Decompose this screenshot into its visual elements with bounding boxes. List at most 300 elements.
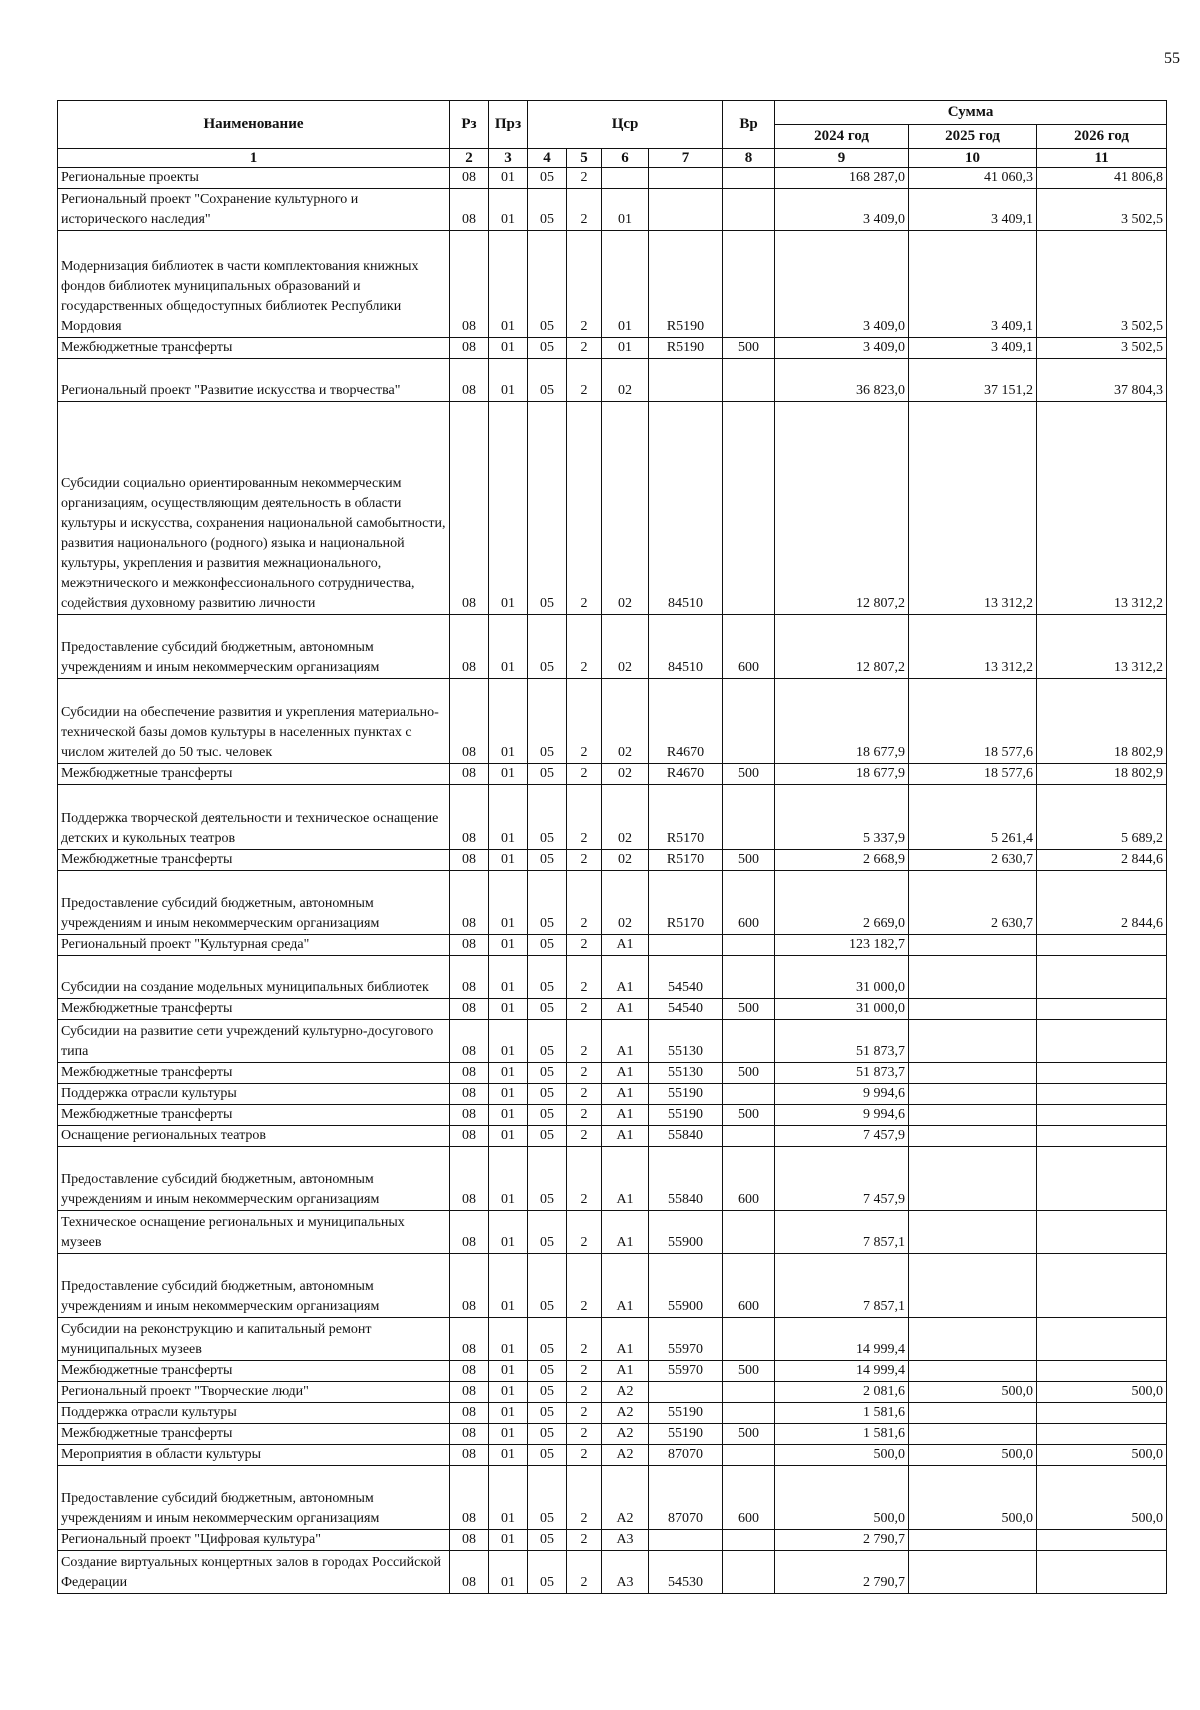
table-row: [58, 1147, 1167, 1211]
row-csr2-cell: 2: [567, 1063, 602, 1084]
row-sum-2026-cell: [1037, 1105, 1167, 1126]
row-sum-2024-cell: 2 790,7: [775, 1551, 909, 1594]
row-sum-2025-cell: 13 312,2: [909, 402, 1037, 615]
row-name-cell: Предоставление субсидий бюджетным, автономным учреждениям и иным некоммерческим организациям: [58, 615, 450, 679]
row-name-cell: Субсидии на обеспечение развития и укрепления материально-технической базы домов культуры в населенных пунктах с числом жителей до 50 тыс. человек: [58, 679, 450, 764]
row-csr4-cell: 55900: [649, 1254, 723, 1318]
row-prz-cell: 01: [489, 1211, 528, 1254]
row-name-cell: Субсидии на создание модельных муниципальных библиотек: [58, 956, 450, 999]
row-sum-2026-cell: [1037, 1551, 1167, 1594]
row-prz-cell: 01: [489, 359, 528, 402]
table-row: [58, 1445, 1167, 1466]
row-name-cell: Техническое оснащение региональных и муниципальных музеев: [58, 1211, 450, 1254]
row-vr-cell: 600: [723, 1254, 775, 1318]
row-prz-cell: 01: [489, 1445, 528, 1466]
row-csr1-cell: 05: [528, 1105, 567, 1126]
row-sum-2024-cell: 3 409,0: [775, 231, 909, 338]
table-row: [58, 956, 1167, 999]
row-csr1-cell: 05: [528, 999, 567, 1020]
row-sum-2024-cell: 7 457,9: [775, 1126, 909, 1147]
table-row: [58, 1382, 1167, 1403]
row-csr1-cell: 05: [528, 338, 567, 359]
header-sum: Сумма: [775, 101, 1167, 125]
row-rz-cell: 08: [450, 999, 489, 1020]
row-name-cell: Поддержка отрасли культуры: [58, 1403, 450, 1424]
row-sum-2026-cell: [1037, 1530, 1167, 1551]
row-sum-2024-cell: 3 409,0: [775, 189, 909, 231]
row-sum-2024-cell: 7 857,1: [775, 1254, 909, 1318]
row-name-cell: Региональный проект "Сохранение культурного и исторического наследия": [58, 189, 450, 231]
row-name-cell: Региональные проекты: [58, 168, 450, 189]
row-csr4-cell: R5190: [649, 231, 723, 338]
row-prz-cell: 01: [489, 1318, 528, 1361]
row-sum-2026-cell: 3 502,5: [1037, 189, 1167, 231]
row-csr1-cell: 05: [528, 359, 567, 402]
row-name-cell: Региональный проект "Цифровая культура": [58, 1530, 450, 1551]
column-index-cell: 4: [528, 149, 567, 168]
row-csr1-cell: 05: [528, 1466, 567, 1530]
header-year-2024: 2024 год: [775, 125, 909, 149]
column-index-cell: 3: [489, 149, 528, 168]
row-csr4-cell: R5170: [649, 871, 723, 935]
row-sum-2024-cell: 3 409,0: [775, 338, 909, 359]
row-csr2-cell: 2: [567, 1147, 602, 1211]
row-prz-cell: 01: [489, 615, 528, 679]
row-vr-cell: [723, 1382, 775, 1403]
row-csr1-cell: 05: [528, 1361, 567, 1382]
row-sum-2024-cell: 51 873,7: [775, 1063, 909, 1084]
row-csr1-cell: 05: [528, 1424, 567, 1445]
row-name-cell: Региональный проект "Развитие искусства и творчества": [58, 359, 450, 402]
row-vr-cell: [723, 679, 775, 764]
row-rz-cell: 08: [450, 1084, 489, 1105]
row-rz-cell: 08: [450, 1020, 489, 1063]
row-prz-cell: 01: [489, 231, 528, 338]
row-sum-2026-cell: 3 502,5: [1037, 231, 1167, 338]
row-vr-cell: [723, 1551, 775, 1594]
header-vr: Вр: [723, 101, 775, 149]
row-csr1-cell: 05: [528, 871, 567, 935]
table-body: [58, 168, 1167, 1594]
table-row: [58, 168, 1167, 189]
row-csr2-cell: 2: [567, 1551, 602, 1594]
row-sum-2024-cell: 2 081,6: [775, 1382, 909, 1403]
row-csr3-cell: A3: [602, 1551, 649, 1594]
row-sum-2024-cell: 2 790,7: [775, 1530, 909, 1551]
row-sum-2026-cell: 2 844,6: [1037, 871, 1167, 935]
row-csr3-cell: A1: [602, 956, 649, 999]
row-csr4-cell: [649, 1382, 723, 1403]
table-row: [58, 1020, 1167, 1063]
row-csr2-cell: 2: [567, 1382, 602, 1403]
row-rz-cell: 08: [450, 1382, 489, 1403]
row-csr2-cell: 2: [567, 1361, 602, 1382]
row-rz-cell: 08: [450, 785, 489, 850]
row-csr3-cell: 02: [602, 402, 649, 615]
row-sum-2026-cell: 3 502,5: [1037, 338, 1167, 359]
row-csr3-cell: A2: [602, 1382, 649, 1403]
row-csr1-cell: 05: [528, 1126, 567, 1147]
row-prz-cell: 01: [489, 679, 528, 764]
row-rz-cell: 08: [450, 1466, 489, 1530]
row-csr3-cell: A2: [602, 1424, 649, 1445]
row-sum-2026-cell: 18 802,9: [1037, 679, 1167, 764]
table-row: [58, 402, 1167, 615]
row-csr2-cell: 2: [567, 615, 602, 679]
row-vr-cell: 500: [723, 1105, 775, 1126]
row-csr1-cell: 05: [528, 1382, 567, 1403]
row-csr3-cell: A3: [602, 1530, 649, 1551]
row-csr1-cell: 05: [528, 1551, 567, 1594]
row-prz-cell: 01: [489, 1424, 528, 1445]
row-sum-2024-cell: 12 807,2: [775, 615, 909, 679]
row-csr4-cell: 55130: [649, 1063, 723, 1084]
row-csr2-cell: 2: [567, 1126, 602, 1147]
row-csr2-cell: 2: [567, 1254, 602, 1318]
row-csr2-cell: 2: [567, 956, 602, 999]
row-csr1-cell: 05: [528, 189, 567, 231]
row-rz-cell: 08: [450, 231, 489, 338]
table-row: [58, 1211, 1167, 1254]
row-csr1-cell: 05: [528, 231, 567, 338]
row-sum-2025-cell: 5 261,4: [909, 785, 1037, 850]
row-sum-2026-cell: [1037, 1126, 1167, 1147]
row-sum-2026-cell: [1037, 1020, 1167, 1063]
row-sum-2026-cell: [1037, 1084, 1167, 1105]
row-csr3-cell: A1: [602, 1318, 649, 1361]
row-name-cell: Модернизация библиотек в части комплектования книжных фондов библиотек муниципальных образований и государственных общедоступных библиотек Республики Мордовия: [58, 231, 450, 338]
table-row: [58, 231, 1167, 338]
row-sum-2026-cell: 41 806,8: [1037, 168, 1167, 189]
row-csr4-cell: R5170: [649, 785, 723, 850]
header-csr: Цср: [528, 101, 723, 149]
row-csr1-cell: 05: [528, 1318, 567, 1361]
budget-table: [57, 100, 1167, 1594]
row-sum-2026-cell: 500,0: [1037, 1466, 1167, 1530]
row-prz-cell: 01: [489, 1105, 528, 1126]
row-csr3-cell: 02: [602, 359, 649, 402]
row-vr-cell: [723, 231, 775, 338]
row-vr-cell: [723, 1318, 775, 1361]
row-prz-cell: 01: [489, 1403, 528, 1424]
row-csr1-cell: 05: [528, 764, 567, 785]
row-sum-2025-cell: 500,0: [909, 1382, 1037, 1403]
row-csr4-cell: R4670: [649, 679, 723, 764]
row-sum-2025-cell: [909, 1020, 1037, 1063]
row-csr3-cell: A1: [602, 1105, 649, 1126]
row-rz-cell: 08: [450, 679, 489, 764]
row-sum-2024-cell: 2 668,9: [775, 850, 909, 871]
row-vr-cell: [723, 1445, 775, 1466]
row-sum-2025-cell: 3 409,1: [909, 231, 1037, 338]
row-csr2-cell: 2: [567, 679, 602, 764]
row-csr2-cell: 2: [567, 871, 602, 935]
row-csr2-cell: 2: [567, 935, 602, 956]
row-sum-2026-cell: 37 804,3: [1037, 359, 1167, 402]
row-prz-cell: 01: [489, 785, 528, 850]
column-index-cell: 1: [58, 149, 450, 168]
row-sum-2024-cell: 1 581,6: [775, 1403, 909, 1424]
row-sum-2025-cell: 2 630,7: [909, 850, 1037, 871]
table-row: [58, 850, 1167, 871]
row-sum-2024-cell: 36 823,0: [775, 359, 909, 402]
row-csr1-cell: 05: [528, 956, 567, 999]
table-row: [58, 1361, 1167, 1382]
row-csr2-cell: 2: [567, 338, 602, 359]
row-sum-2026-cell: 500,0: [1037, 1445, 1167, 1466]
table-row: [58, 1254, 1167, 1318]
row-csr3-cell: A2: [602, 1445, 649, 1466]
row-rz-cell: 08: [450, 850, 489, 871]
row-rz-cell: 08: [450, 1105, 489, 1126]
row-prz-cell: 01: [489, 338, 528, 359]
table-row: [58, 1403, 1167, 1424]
table-row: [58, 1551, 1167, 1594]
row-sum-2025-cell: [909, 1361, 1037, 1382]
table-row: [58, 1318, 1167, 1361]
row-csr4-cell: 55840: [649, 1147, 723, 1211]
table-row: [58, 679, 1167, 764]
row-csr3-cell: 01: [602, 189, 649, 231]
row-csr3-cell: A1: [602, 1063, 649, 1084]
row-sum-2025-cell: 2 630,7: [909, 871, 1037, 935]
row-sum-2024-cell: 7 457,9: [775, 1147, 909, 1211]
row-csr2-cell: 2: [567, 1530, 602, 1551]
row-sum-2025-cell: [909, 1424, 1037, 1445]
row-name-cell: Субсидии на развитие сети учреждений культурно-досугового типа: [58, 1020, 450, 1063]
row-csr4-cell: 55190: [649, 1105, 723, 1126]
row-rz-cell: 08: [450, 338, 489, 359]
row-name-cell: Субсидии социально ориентированным некоммерческим организациям, осуществляющим деятельность в области культуры и искусства, сохранения национальной самобытности, развития национального (родного) языка и национальной культуры, укрепления и развития межнационального, межэтнического и межконфессионального сотрудничества, содействия духовному развитию личности: [58, 402, 450, 615]
row-rz-cell: 08: [450, 615, 489, 679]
row-sum-2024-cell: 14 999,4: [775, 1318, 909, 1361]
row-vr-cell: [723, 785, 775, 850]
row-sum-2024-cell: 18 677,9: [775, 679, 909, 764]
row-rz-cell: 08: [450, 1318, 489, 1361]
table-row: [58, 189, 1167, 231]
row-rz-cell: 08: [450, 1403, 489, 1424]
row-rz-cell: 08: [450, 1551, 489, 1594]
row-name-cell: Межбюджетные трансферты: [58, 1063, 450, 1084]
column-index-cell: 11: [1037, 149, 1167, 168]
row-csr4-cell: 55900: [649, 1211, 723, 1254]
table-row: [58, 935, 1167, 956]
row-vr-cell: [723, 1020, 775, 1063]
row-prz-cell: 01: [489, 1530, 528, 1551]
row-name-cell: Создание виртуальных концертных залов в городах Российской Федерации: [58, 1551, 450, 1594]
row-sum-2026-cell: [1037, 935, 1167, 956]
row-sum-2024-cell: 500,0: [775, 1445, 909, 1466]
row-csr3-cell: A1: [602, 1147, 649, 1211]
row-prz-cell: 01: [489, 1382, 528, 1403]
row-csr1-cell: 05: [528, 1254, 567, 1318]
row-csr3-cell: A1: [602, 1084, 649, 1105]
row-csr2-cell: 2: [567, 168, 602, 189]
column-index-cell: 9: [775, 149, 909, 168]
row-sum-2025-cell: [909, 935, 1037, 956]
row-name-cell: Межбюджетные трансферты: [58, 1361, 450, 1382]
row-csr4-cell: [649, 359, 723, 402]
row-vr-cell: 500: [723, 764, 775, 785]
row-vr-cell: [723, 1403, 775, 1424]
row-csr3-cell: A1: [602, 935, 649, 956]
row-csr3-cell: 02: [602, 679, 649, 764]
row-vr-cell: [723, 1084, 775, 1105]
row-csr4-cell: 55190: [649, 1403, 723, 1424]
row-vr-cell: 500: [723, 1424, 775, 1445]
row-sum-2025-cell: 41 060,3: [909, 168, 1037, 189]
row-csr4-cell: 54540: [649, 999, 723, 1020]
row-rz-cell: 08: [450, 402, 489, 615]
row-vr-cell: 600: [723, 871, 775, 935]
row-prz-cell: 01: [489, 402, 528, 615]
row-csr3-cell: A1: [602, 999, 649, 1020]
row-sum-2026-cell: [1037, 1424, 1167, 1445]
row-sum-2026-cell: [1037, 1318, 1167, 1361]
row-sum-2024-cell: 31 000,0: [775, 999, 909, 1020]
row-vr-cell: 500: [723, 999, 775, 1020]
row-sum-2026-cell: [1037, 1254, 1167, 1318]
row-sum-2025-cell: [909, 999, 1037, 1020]
row-sum-2024-cell: 1 581,6: [775, 1424, 909, 1445]
row-vr-cell: [723, 402, 775, 615]
row-sum-2024-cell: 31 000,0: [775, 956, 909, 999]
row-name-cell: Региональный проект "Культурная среда": [58, 935, 450, 956]
row-sum-2024-cell: 5 337,9: [775, 785, 909, 850]
column-index-cell: 7: [649, 149, 723, 168]
row-vr-cell: [723, 189, 775, 231]
table-row: [58, 785, 1167, 850]
row-rz-cell: 08: [450, 1530, 489, 1551]
row-csr3-cell: A1: [602, 1126, 649, 1147]
table-row: [58, 1084, 1167, 1105]
table-row: [58, 1105, 1167, 1126]
row-csr4-cell: R5170: [649, 850, 723, 871]
row-sum-2024-cell: 14 999,4: [775, 1361, 909, 1382]
row-csr2-cell: 2: [567, 1105, 602, 1126]
row-csr4-cell: 55970: [649, 1361, 723, 1382]
row-csr1-cell: 05: [528, 1084, 567, 1105]
row-vr-cell: 500: [723, 1361, 775, 1382]
row-sum-2026-cell: 500,0: [1037, 1382, 1167, 1403]
row-csr1-cell: 05: [528, 1211, 567, 1254]
row-sum-2025-cell: [909, 1551, 1037, 1594]
row-csr4-cell: R4670: [649, 764, 723, 785]
row-csr2-cell: 2: [567, 1084, 602, 1105]
table-row: [58, 1126, 1167, 1147]
row-rz-cell: 08: [450, 168, 489, 189]
row-vr-cell: [723, 935, 775, 956]
row-sum-2024-cell: 500,0: [775, 1466, 909, 1530]
row-rz-cell: 08: [450, 1445, 489, 1466]
row-csr1-cell: 05: [528, 850, 567, 871]
row-sum-2025-cell: [909, 1084, 1037, 1105]
row-sum-2026-cell: [1037, 1403, 1167, 1424]
column-index-cell: 10: [909, 149, 1037, 168]
row-sum-2024-cell: 7 857,1: [775, 1211, 909, 1254]
row-csr1-cell: 05: [528, 679, 567, 764]
row-csr1-cell: 05: [528, 615, 567, 679]
row-csr4-cell: [649, 935, 723, 956]
row-csr3-cell: 02: [602, 785, 649, 850]
row-csr1-cell: 05: [528, 402, 567, 615]
row-sum-2024-cell: 9 994,6: [775, 1084, 909, 1105]
row-rz-cell: 08: [450, 935, 489, 956]
row-csr3-cell: [602, 168, 649, 189]
row-vr-cell: [723, 956, 775, 999]
row-csr2-cell: 2: [567, 764, 602, 785]
row-csr3-cell: A1: [602, 1361, 649, 1382]
row-csr1-cell: 05: [528, 1063, 567, 1084]
header-rz: Рз: [450, 101, 489, 149]
row-vr-cell: 500: [723, 850, 775, 871]
row-sum-2026-cell: [1037, 999, 1167, 1020]
row-name-cell: Предоставление субсидий бюджетным, автономным учреждениям и иным некоммерческим организациям: [58, 1466, 450, 1530]
row-csr4-cell: 87070: [649, 1445, 723, 1466]
row-csr3-cell: 02: [602, 871, 649, 935]
row-csr4-cell: 54540: [649, 956, 723, 999]
row-sum-2026-cell: [1037, 956, 1167, 999]
row-csr2-cell: 2: [567, 402, 602, 615]
row-name-cell: Межбюджетные трансферты: [58, 999, 450, 1020]
row-prz-cell: 01: [489, 1084, 528, 1105]
row-csr3-cell: A1: [602, 1020, 649, 1063]
table-row: [58, 1063, 1167, 1084]
row-csr3-cell: 02: [602, 615, 649, 679]
row-csr2-cell: 2: [567, 1403, 602, 1424]
row-rz-cell: 08: [450, 1063, 489, 1084]
header-year-2025: 2025 год: [909, 125, 1037, 149]
row-csr4-cell: 84510: [649, 402, 723, 615]
row-csr4-cell: 55190: [649, 1084, 723, 1105]
row-csr2-cell: 2: [567, 1020, 602, 1063]
row-vr-cell: [723, 359, 775, 402]
row-name-cell: Межбюджетные трансферты: [58, 850, 450, 871]
row-sum-2025-cell: 3 409,1: [909, 189, 1037, 231]
table-row: [58, 359, 1167, 402]
row-csr1-cell: 05: [528, 1445, 567, 1466]
row-prz-cell: 01: [489, 168, 528, 189]
row-csr2-cell: 2: [567, 231, 602, 338]
row-sum-2025-cell: [909, 1530, 1037, 1551]
row-prz-cell: 01: [489, 1551, 528, 1594]
row-vr-cell: 600: [723, 615, 775, 679]
row-name-cell: Межбюджетные трансферты: [58, 764, 450, 785]
row-sum-2025-cell: 13 312,2: [909, 615, 1037, 679]
row-rz-cell: 08: [450, 956, 489, 999]
row-rz-cell: 08: [450, 1254, 489, 1318]
row-rz-cell: 08: [450, 1147, 489, 1211]
row-name-cell: Поддержка отрасли культуры: [58, 1084, 450, 1105]
row-csr3-cell: A1: [602, 1254, 649, 1318]
row-csr2-cell: 2: [567, 359, 602, 402]
row-sum-2026-cell: 5 689,2: [1037, 785, 1167, 850]
table-row: [58, 871, 1167, 935]
row-csr1-cell: 05: [528, 1403, 567, 1424]
row-rz-cell: 08: [450, 764, 489, 785]
row-csr2-cell: 2: [567, 785, 602, 850]
page-number: 55: [1164, 50, 1180, 67]
row-vr-cell: [723, 168, 775, 189]
row-sum-2025-cell: [909, 1211, 1037, 1254]
row-sum-2026-cell: 2 844,6: [1037, 850, 1167, 871]
row-vr-cell: [723, 1126, 775, 1147]
row-sum-2025-cell: 500,0: [909, 1445, 1037, 1466]
row-prz-cell: 01: [489, 1466, 528, 1530]
row-sum-2024-cell: 123 182,7: [775, 935, 909, 956]
row-sum-2026-cell: 13 312,2: [1037, 402, 1167, 615]
row-vr-cell: [723, 1530, 775, 1551]
